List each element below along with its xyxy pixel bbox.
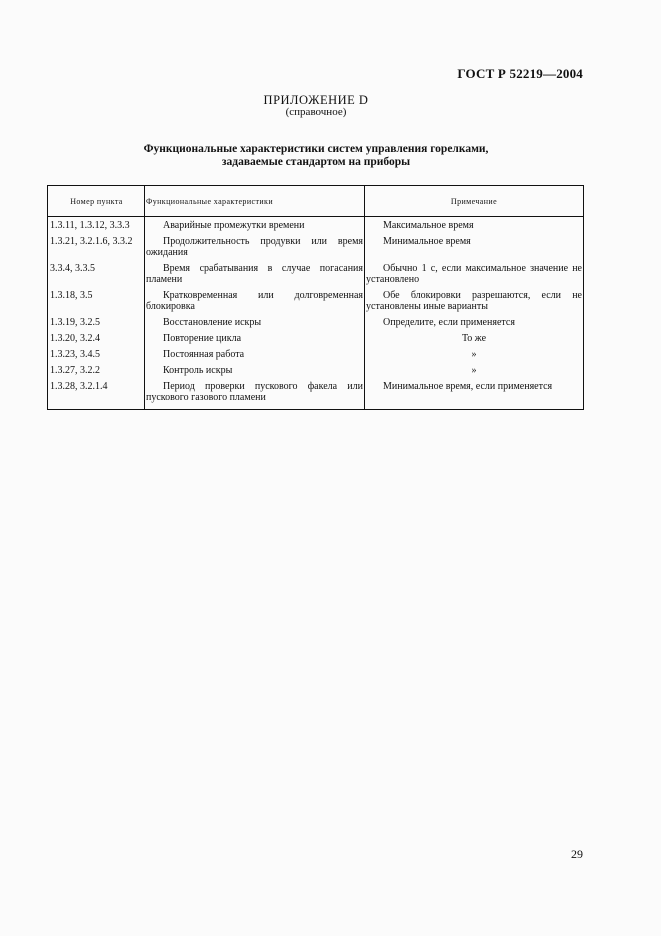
table-row [48,348,584,364]
table-row [48,289,584,316]
page-number: 29 [571,847,583,861]
clause-cell: 1.3.11, 1.3.12, 3.3.3 [50,220,130,231]
clause-cell: 1.3.20, 3.2.4 [50,333,100,344]
table-row [48,235,584,262]
table-row [48,316,584,332]
characteristics-table [47,185,584,410]
table-title-line-2: задаваемые стандартом на приборы [221,156,411,168]
characteristic-cell: Период проверки пускового факела или пускового газового пламени [145,380,365,410]
table-row [48,217,584,236]
characteristic-cell: Продолжительность продувки или время ожидания [145,235,365,262]
table-header-row [48,186,584,217]
characteristic-cell: Восстановление искры [145,316,365,332]
note-cell: Максимальное время [365,217,584,236]
note-cell: То же [365,332,584,348]
table-row [48,262,584,289]
column-header-characteristics: Функциональные характеристики [145,186,365,217]
document-code: ГОСТ Р 52219—2004 [457,66,583,81]
annex-note: (справочное) [285,106,347,118]
clause-cell: 1.3.23, 3.4.5 [50,349,100,360]
characteristic-cell: Постоянная работа [145,348,365,364]
table-row [48,364,584,380]
clause-cell: 1.3.21, 3.2.1.6, 3.3.2 [50,236,133,247]
note-cell: » [365,348,584,364]
characteristic-cell: Контроль искры [145,364,365,380]
table-title [0,143,632,169]
note-cell: Минимальное время [365,235,584,262]
table-row [48,332,584,348]
table-row [48,380,584,410]
note-cell: Определите, если применяется [365,316,584,332]
note-cell: Обе блокировки разрешаются, если не установлены иные варианты [365,289,584,316]
clause-cell: 1.3.19, 3.2.5 [50,317,100,328]
annex-title: ПРИЛОЖЕНИЕ D [263,93,369,107]
table-title-line-1: Функциональные характеристики систем управления горелками, [143,143,489,155]
characteristic-cell: Кратковременная или долговременная блокировка [145,289,365,316]
clause-cell: 1.3.27, 3.2.2 [50,365,100,376]
note-cell: Обычно 1 с, если максимальное значение не установлено [365,262,584,289]
clause-cell: 3.3.4, 3.3.5 [50,263,95,274]
characteristic-cell: Время срабатывания в случае погасания пламени [145,262,365,289]
clause-cell: 1.3.28, 3.2.1.4 [50,381,108,392]
column-header-note: Примечание [365,186,584,217]
note-cell: Минимальное время, если применяется [365,380,584,410]
clause-cell: 1.3.18, 3.5 [50,290,93,301]
note-cell: » [365,364,584,380]
characteristic-cell: Аварийные промежутки времени [145,217,365,236]
column-header-clause: Номер пункта [48,186,145,217]
characteristic-cell: Повторение цикла [145,332,365,348]
